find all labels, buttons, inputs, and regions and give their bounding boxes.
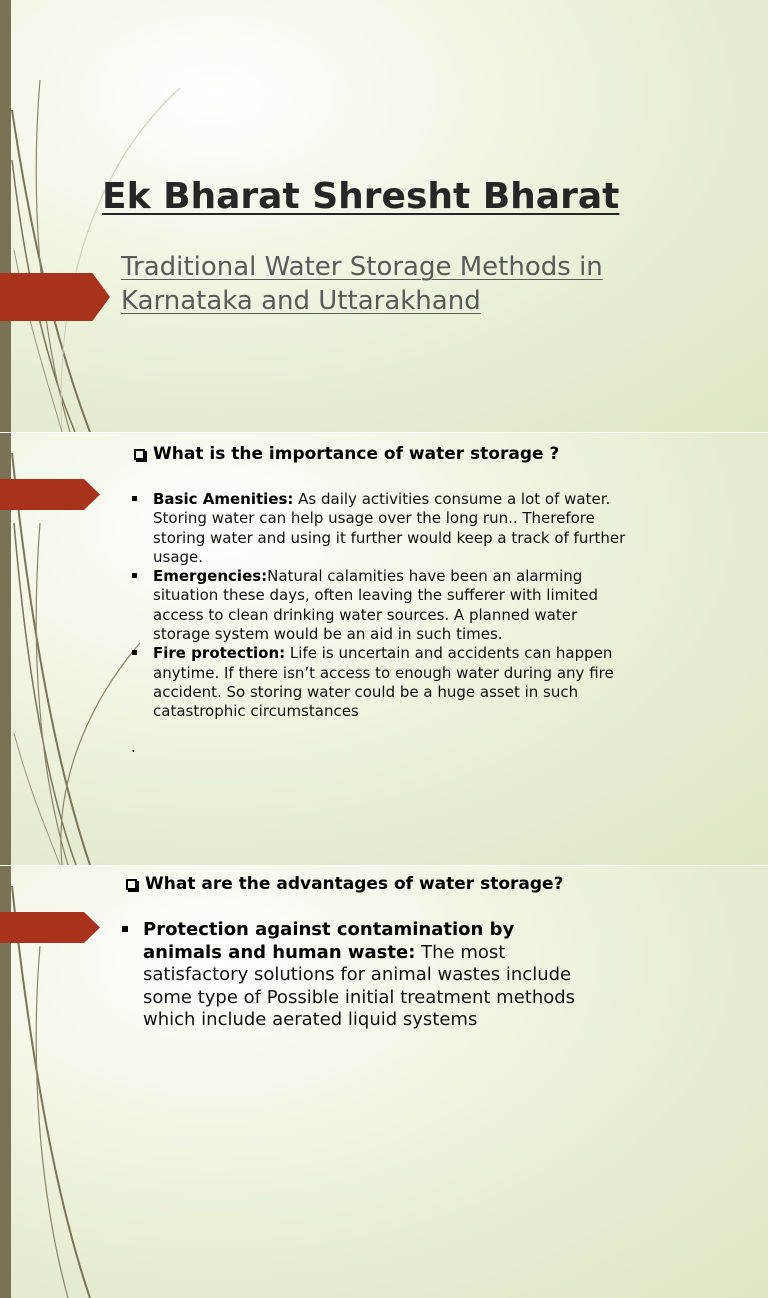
list-item <box>130 490 630 567</box>
title-slide <box>0 0 768 432</box>
importance-slide <box>0 433 768 865</box>
bullet-list <box>120 919 590 1032</box>
presentation-title: Ek Bharat Shresht Bharat <box>102 176 620 217</box>
section-heading-text: What are the advantages of water storage? <box>145 874 564 894</box>
section-heading-text: What is the importance of water storage ? <box>153 444 560 464</box>
presentation-subtitle: Traditional Water Storage Methods in Karnataka and Uttarakhand <box>121 252 603 316</box>
bullet-list <box>130 490 630 722</box>
bullet-term: Basic Amenities: <box>153 490 294 508</box>
red-arrow-shape <box>0 479 100 510</box>
checkbox-bullet-icon <box>134 449 145 460</box>
bullet-text: Life is uncertain and accidents can happen anytime. If there isn’t access to enough water during any fire accident. So storing water could be a huge asset in such catastrophic circumstances <box>153 644 614 721</box>
list-item <box>130 644 630 721</box>
bullet-text: As daily activities consume a lot of water. Storing water can help usage over the long run.. Therefore storing water and using it further would keep a track of further usage. <box>153 490 626 566</box>
bullet-term: Fire protection: <box>153 644 286 663</box>
bullet-text: Natural calamities have been an alarming situation these days, often leaving the sufferer with limited access to clean drinking water sources. A planned water storage system would be an aid in such times. <box>153 567 599 644</box>
advantages-slide <box>0 866 768 1298</box>
section-heading <box>126 874 563 894</box>
bullet-term: Protection against contamination by animals and human waste: <box>143 919 515 963</box>
bullet-term: Emergencies: <box>153 567 268 586</box>
bullet-text: The most satisfactory solutions for animal wastes include some type of Possible initial treatment methods which include aerated liquid systems <box>143 941 576 1030</box>
red-arrow-shape <box>0 912 100 943</box>
checkbox-bullet-icon <box>126 879 137 890</box>
red-arrow-shape <box>0 273 110 321</box>
section-heading <box>134 444 559 464</box>
list-item <box>130 567 630 644</box>
trailing-period: . <box>131 738 136 756</box>
list-item <box>120 919 590 1032</box>
